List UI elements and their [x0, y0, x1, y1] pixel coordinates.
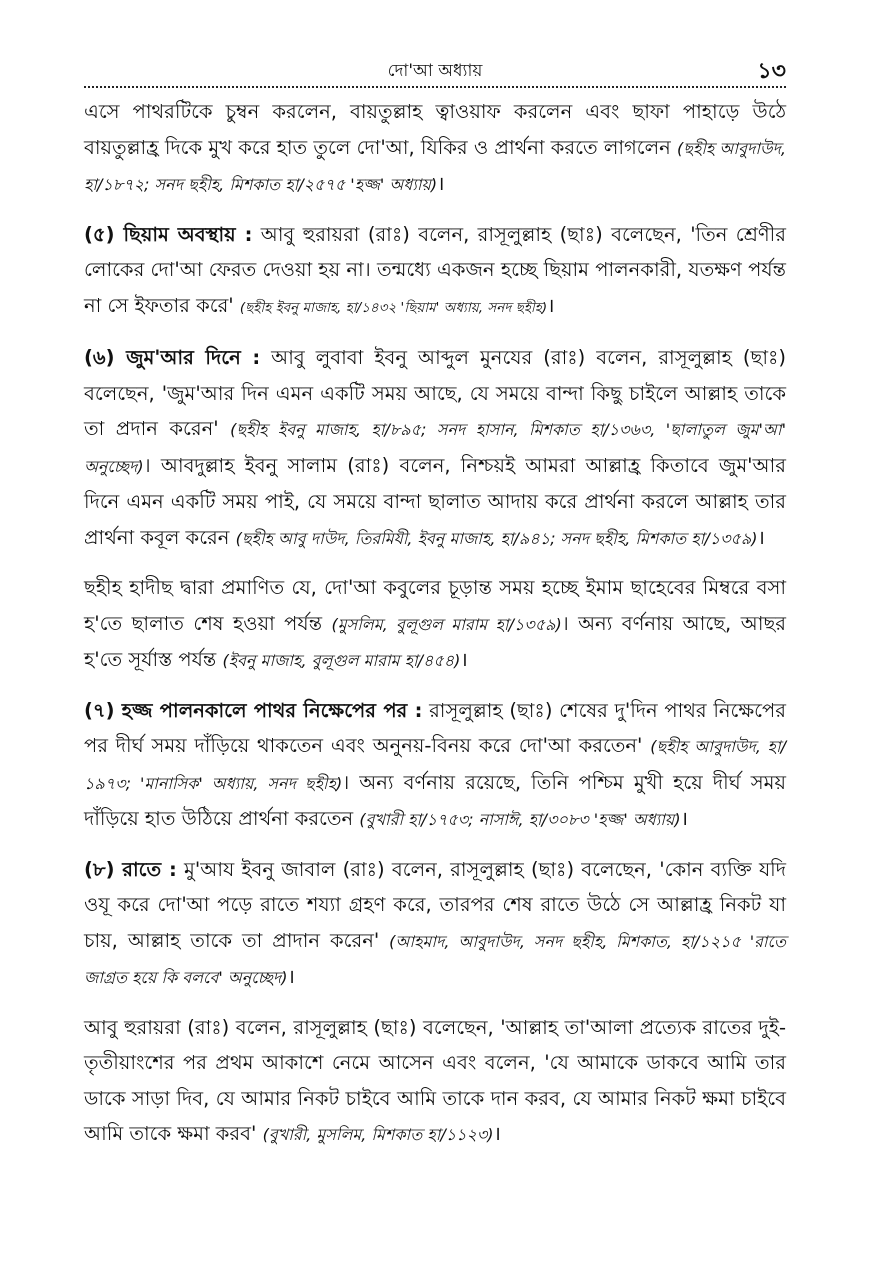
paragraph-end: । — [547, 293, 555, 317]
paragraph-end: । — [680, 807, 688, 830]
paragraph-friday-timing — [84, 570, 786, 679]
section-heading: (৫) ছিয়াম অবস্থায় : — [84, 222, 253, 246]
citation: (ছহীহ আবু দাউদ, তিরমিযী, ইবনু মাজাহ, হা/৯৪১; সনদ ছহীহ, মিশকাত হা/১৩৫৯) — [235, 528, 758, 548]
page-header — [84, 0, 786, 92]
page-number: ১৩ — [757, 59, 786, 84]
running-title: দো'আ অধ্যায় — [387, 61, 483, 81]
paragraph-text: আবু লুবাবা ইবনু আব্দুল মুনযের (রাঃ) বলেন, রাসূলুল্লাহ (ছাঃ) বলেছেন, 'জুম'আর দিন এমন একটি সময় আছে, যে সময়ে বান্দা কিছু চাইলে আল্লাহ তাকে তা প্রদান করেন' — [84, 346, 786, 440]
paragraph-text: । আবদুল্লাহ ইবনু সালাম (রাঃ) বলেন, নিশ্চয়ই আমরা আল্লাহ্র কিতাবে জুম'আর দিনে এমন একটি সময় পাই, যে সময়ে বান্দা ছালাত আদায় করে প্রার্থনা করলে আল্লাহ তার প্রার্থনা কবূল করেন — [84, 453, 786, 549]
paragraph-text: আবু হুরায়রা (রাঃ) বলেন, রাসূলুল্লাহ (ছাঃ) বলেছেন, 'তিন শ্রেণীর লোকের দো'আ ফেরত দেওয়া হয় না। তন্মধ্যে একজন হচ্ছে ছিয়াম পালনকারী, যতক্ষণ পর্যন্ত না সে ইফতার করে' — [84, 222, 786, 317]
paragraph-friday — [84, 340, 786, 556]
paragraph-text: । অন্য বর্ণনায় আছে, আছর হ'তে সূর্যাস্ত পর্যন্ত — [84, 611, 786, 671]
paragraph-end: । — [460, 648, 468, 671]
paragraph-text: ছহীহ হাদীছ দ্বারা প্রমাণিত যে, দো'আ কবুলের চূড়ান্ত সময় হচ্ছে ইমাম ছাহেবের মিম্বরে বসা হ'তে ছালাত শেষ হওয়া পর্যন্ত — [84, 576, 786, 635]
paragraph-text: আবু হুরায়রা (রাঃ) বলেন, রাসূলুল্লাহ (ছাঃ) বলেছেন, 'আল্লাহ তা'আলা প্রত্যেক রাতের দুই-তৃতীয়াংশের পর প্রথম আকাশে নেমে আসেন এবং বলেন, 'যে আমাকে ডাকবে আমি তার ডাকে সাড়া দিব, যে আমার নিকট চাইবে আমি তাকে দান করব, যে আমার নিকট ক্ষমা চাইবে আমি তাকে ক্ষমা করব' — [84, 1015, 786, 1145]
paragraph-hajj — [84, 693, 786, 838]
section-heading: (৮) রাতে : — [84, 857, 177, 881]
paragraph-end: । — [493, 1122, 501, 1145]
header-divider — [84, 86, 786, 88]
paragraph-text: । অন্য বর্ণনায় রয়েছে, তিনি পশ্চিম মুখী হয়ে দীর্ঘ সময় দাঁড়িয়ে হাত উঠিয়ে প্রার্থনা করতেন — [84, 770, 786, 830]
paragraph-end: । — [437, 172, 445, 195]
citation: (আহমাদ, আবুদাউদ, সনদ ছহীহ, মিশকাত, হা/১২১৫ 'রাতে জাগ্রত হয়ে কি বলবে' অনুচ্ছেদ) — [84, 931, 786, 987]
book-page — [84, 0, 786, 1153]
paragraph-text: মু'আয ইবনু জাবাল (রাঃ) বলেন, রাসূলুল্লাহ (ছাঃ) বলেছেন, 'কোন ব্যক্তি যদি ওযূ করে দো'আ পড়ে রাতে শয্যা গ্রহণ করে, তারপর শেষ রাতে উঠে সে আল্লাহ্র নিকট যা চায়, আল্লাহ তাকে তা প্রাদান করেন' — [84, 857, 787, 952]
citation: (বুখারী, মুসলিম, মিশকাত হা/১১২৩) — [262, 1125, 494, 1144]
citation: (ছহীহ ইবনু মাজাহ, হা/১৪৩২ 'ছিয়াম' অধ্যায়, সনদ ছহীহ) — [239, 299, 548, 316]
citation: (ছহীহ ইবনু মাজাহ, হা/৮৯৫; সনদ হাসান, মিশকাত হা/১৩৬৩, 'ছালাতুল জুম'আ' অনুচ্ছেদ) — [84, 420, 786, 476]
paragraph-night — [84, 852, 786, 996]
paragraph-last-third — [84, 1010, 786, 1153]
paragraph-fasting — [84, 217, 786, 327]
citation: (ইবনু মাজাহ, বুলূগুল মারাম হা/৪৫৪) — [222, 651, 461, 670]
citation: (ছহীহ আবুদাউদ, হা/১৮৭২; সনদ ছহীহ, মিশকাত হা/২৫৭৫ 'হজ্জ' অধ্যায়) — [84, 138, 786, 194]
section-heading: (৭) হজ্জ পালনকালে পাথর নিক্ষেপের পর : — [84, 698, 423, 722]
paragraph-end: । — [757, 525, 765, 549]
paragraph-end: । — [287, 965, 295, 988]
paragraph-text: এসে পাথরটিকে চুম্বন করলেন, বায়তুল্লাহ ত্বাওয়াফ করলেন এবং ছাফা পাহাড়ে উঠে বায়তুল্লাহ্র দিকে মুখ করে হাত তুলে দো'আ, যিকির ও প্রার্থনা করতে লাগলেন — [84, 100, 786, 159]
citation: (মুসলিম, বুলূগুল মারাম হা/১৩৫৯) — [331, 614, 562, 634]
citation: (বুখারী হা/১৭৫৩; নাসাঈ, হা/৩০৮৩ 'হজ্জ' অধ্যায়) — [359, 810, 681, 829]
paragraph-continued — [84, 94, 786, 203]
citation: (ছহীহ আবুদাউদ, হা/১৯৭৩; 'মানাসিক' অধ্যায়, সনদ ছহীহ) — [84, 737, 786, 793]
section-heading: (৬) জুম'আর দিনে : — [84, 346, 261, 369]
paragraph-text: রাসূলুল্লাহ (ছাঃ) শেষের দু'দিন পাথর নিক্ষেপের পর দীর্ঘ সময় দাঁড়িয়ে থাকতেন এবং অনুনয়-বিনয় করে দো'আ করতেন' — [84, 698, 786, 757]
